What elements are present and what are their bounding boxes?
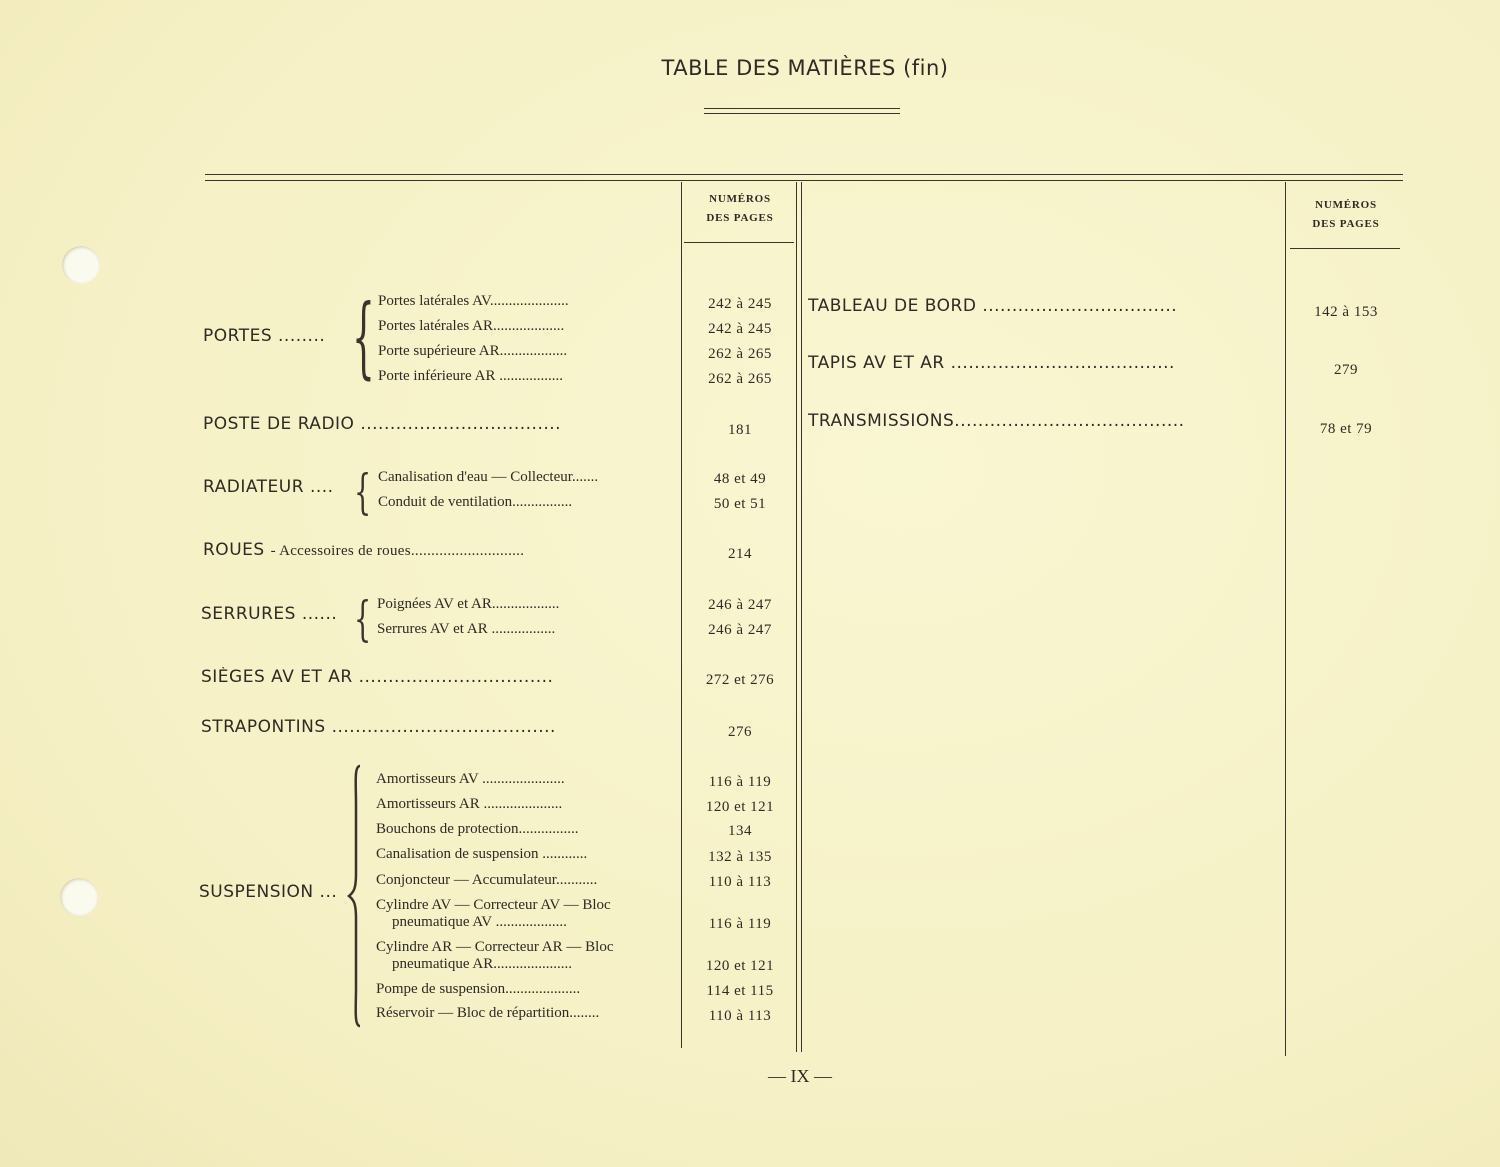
category-label: STRAPONTINS ...................................... xyxy=(201,717,556,737)
pages-strapontins: 276 xyxy=(728,724,752,740)
category-portes xyxy=(203,326,325,346)
pages-tapis: 279 xyxy=(1334,362,1358,378)
entry-suspension-5: Conjoncteur — Accumulateur........... xyxy=(376,872,598,888)
punch-hole-top xyxy=(62,246,100,284)
entry-suspension-2: Amortisseurs AR ..................... xyxy=(376,796,563,812)
entry-serrures-1: Poignées AV et AR.................. xyxy=(377,596,560,612)
entry-suspension-9: Réservoir — Bloc de répartition........ xyxy=(376,1005,600,1021)
entry-portes-2: Portes latérales AR................... xyxy=(378,318,565,334)
category-detail: - Accessoires de roues............................ xyxy=(270,543,525,559)
table-top-rule xyxy=(205,174,1403,175)
brace-icon: { xyxy=(352,288,375,390)
column-header-rule-left xyxy=(684,242,794,243)
category-label: ROUES xyxy=(203,540,265,560)
header-line-2: DES PAGES xyxy=(1312,218,1380,230)
header-line-2: DES PAGES xyxy=(706,212,774,224)
header-line-1: NUMÉROS xyxy=(1315,199,1377,211)
col-divider-4 xyxy=(1285,182,1286,1056)
category-label: SUSPENSION ... xyxy=(199,882,338,902)
category-tapis: TAPIS AV ET AR ...................................... xyxy=(808,353,1175,373)
pages-suspension-2: 120 et 121 xyxy=(705,799,775,815)
entry-suspension-7: Cylindre AR — Correcteur AR — Bloc xyxy=(376,939,614,955)
entry-suspension-6b: pneumatique AV ................... xyxy=(392,914,567,930)
pages-serrures-2: 246 à 247 xyxy=(708,622,772,638)
category-sieges xyxy=(201,667,679,687)
title-underline-2 xyxy=(704,113,900,114)
pages-suspension-9: 110 à 113 xyxy=(708,1008,772,1024)
entry-portes-1: Portes latérales AV..................... xyxy=(378,293,569,309)
pages-suspension-3: 134 xyxy=(728,823,752,839)
pages-roues: 214 xyxy=(728,546,752,562)
column-header-rule-right xyxy=(1290,248,1400,249)
header-line-1: NUMÉROS xyxy=(709,193,771,205)
pages-suspension-6: 116 à 119 xyxy=(708,916,772,932)
pages-portes-4: 262 à 265 xyxy=(708,371,772,387)
page-number: — IX — xyxy=(768,1066,832,1086)
entry-portes-3: Porte supérieure AR.................. xyxy=(378,343,568,359)
pages-suspension-8: 114 et 115 xyxy=(706,983,774,999)
pages-suspension-4: 132 à 135 xyxy=(708,849,772,865)
pages-sieges: 272 et 276 xyxy=(705,672,775,688)
entry-serrures-2: Serrures AV et AR ................. xyxy=(377,621,556,637)
pages-portes-1: 242 à 245 xyxy=(708,296,772,312)
entry-suspension-6: Cylindre AV — Correcteur AV — Bloc xyxy=(376,897,611,913)
punch-hole-bottom xyxy=(60,878,98,916)
category-suspension xyxy=(199,882,337,902)
pages-radiateur-2: 50 et 51 xyxy=(713,496,767,512)
pages-serrures-1: 246 à 247 xyxy=(708,597,772,613)
pages-poste-radio: 181 xyxy=(728,422,752,438)
brace-icon: { xyxy=(354,592,372,648)
pages-suspension-7: 120 et 121 xyxy=(705,958,775,974)
pages-column-header-left xyxy=(682,190,798,228)
category-serrures xyxy=(201,604,337,624)
entry-suspension-3: Bouchons de protection................ xyxy=(376,821,579,837)
pages-transmissions: 78 et 79 xyxy=(1319,421,1373,437)
category-radiateur xyxy=(203,477,334,497)
category-tableau-de-bord: TABLEAU DE BORD ................................. xyxy=(808,296,1178,316)
table-top-rule-2 xyxy=(205,180,1403,181)
pages-portes-3: 262 à 265 xyxy=(708,346,772,362)
pages-portes-2: 242 à 245 xyxy=(708,321,772,337)
category-label: POSTE DE RADIO .................................. xyxy=(203,414,562,434)
entry-suspension-8: Pompe de suspension.................... xyxy=(376,981,581,997)
category-label: PORTES ........ xyxy=(203,326,326,346)
entry-radiateur-2: Conduit de ventilation................ xyxy=(378,494,573,510)
entry-suspension-4: Canalisation de suspension ............ xyxy=(376,846,588,862)
entry-portes-4: Porte inférieure AR ................. xyxy=(378,368,563,384)
col-divider-3 xyxy=(801,182,802,1052)
page-title: TABLE DES MATIÈRES (fin) xyxy=(661,56,949,80)
brace-icon: { xyxy=(354,465,372,521)
pages-tableau-de-bord: 142 à 153 xyxy=(1314,304,1378,320)
category-strapontins xyxy=(201,717,679,737)
pages-suspension-1: 116 à 119 xyxy=(708,774,772,790)
entry-suspension-1: Amortisseurs AV ...................... xyxy=(376,771,565,787)
pages-radiateur-1: 48 et 49 xyxy=(713,471,767,487)
entry-radiateur-1: Canalisation d'eau — Collecteur....... xyxy=(378,469,599,485)
pages-suspension-5: 110 à 113 xyxy=(708,874,772,890)
category-poste-radio xyxy=(203,414,679,434)
category-label: RADIATEUR .... xyxy=(203,477,334,497)
category-roues xyxy=(203,540,679,560)
entry-suspension-7b: pneumatique AR..................... xyxy=(392,956,572,972)
category-label: SERRURES ...... xyxy=(201,604,338,624)
title-underline xyxy=(704,108,900,109)
category-label: SIÈGES AV ET AR ................................. xyxy=(201,667,554,687)
brace-icon xyxy=(346,764,366,1028)
category-transmissions: TRANSMISSIONS....................................... xyxy=(808,411,1185,431)
pages-column-header-right xyxy=(1288,196,1404,234)
